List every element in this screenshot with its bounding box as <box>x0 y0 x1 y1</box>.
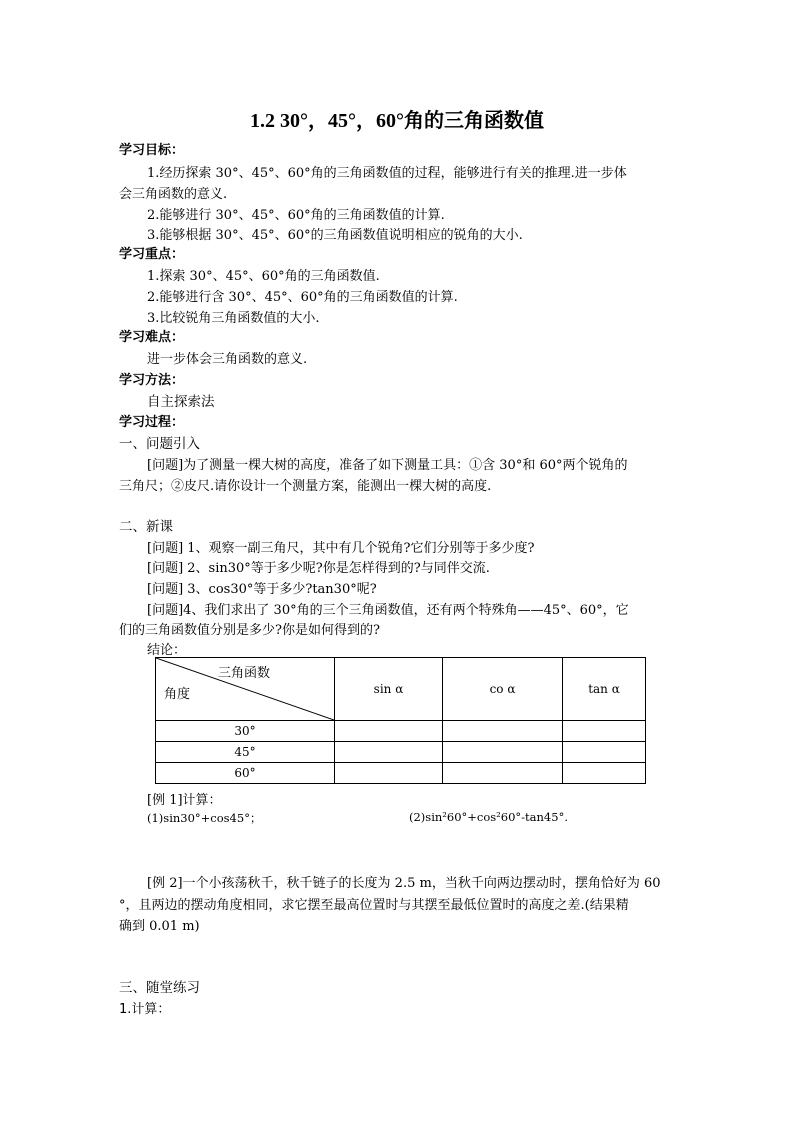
method-text: 自主探索法 <box>147 394 215 410</box>
goal-item-2: 2.能够进行 30°、45°、60°角的三角函数值的计算. <box>147 208 445 223</box>
cell-sin-30 <box>335 721 443 742</box>
difficulty-text: 进一步体会三角函数的意义. <box>147 352 308 367</box>
example-2-line-3: 确到 0.01 m) <box>119 919 200 934</box>
header-sin: sin α <box>335 658 443 721</box>
row-angle-45: 45° <box>156 742 335 763</box>
header-angle: 角度 <box>164 687 191 702</box>
question-3: [问题] 3、cos30°等于多少?tan30°呢? <box>147 582 377 597</box>
example-1-part-1: (1)sin30°+cos45°； <box>147 811 262 825</box>
trig-values-table <box>155 657 646 784</box>
header-tan: tan α <box>563 658 646 721</box>
conclusion-label: 结论： <box>147 643 187 658</box>
goal-item-1-line-1: 1.经历探索 30°、45°、60°角的三角函数值的过程，能够进行有关的推理.进一步体 <box>147 166 627 181</box>
question-2: [问题] 2、sin30°等于多少呢?你是怎样得到的?与同伴交流. <box>147 561 490 576</box>
table-row <box>156 721 646 742</box>
question-1: [问题] 1、观察一副三角尺，其中有几个锐角?它们分别等于多少度? <box>147 541 535 556</box>
header-cos: co α <box>443 658 563 721</box>
question-4-line-2: 们的三角函数值分别是多少?你是如何得到的? <box>119 623 380 638</box>
process-heading: 学习过程： <box>119 415 185 430</box>
row-angle-60: 60° <box>156 763 335 784</box>
example-2-line-1: [例 2]一个小孩荡秋千，秋千链子的长度为 2.5 m，当秋千向两边摆动时，摆角恰好为 60 <box>147 876 661 891</box>
cell-tan-60 <box>563 763 646 784</box>
cell-cos-30 <box>443 721 563 742</box>
difficulty-heading: 学习难点： <box>119 330 185 345</box>
row-angle-30: 30° <box>156 721 335 742</box>
cell-cos-60 <box>443 763 563 784</box>
table-row <box>156 763 646 784</box>
focus-item-3: 3.比较锐角三角函数值的大小. <box>147 311 320 326</box>
cell-tan-45 <box>563 742 646 763</box>
cell-sin-60 <box>335 763 443 784</box>
table-header-row <box>156 658 646 721</box>
goal-item-1-line-2: 会三角函数的意义. <box>119 187 228 202</box>
example-2-line-2: °，且两边的摆动角度相同，求它摆至最高位置时与其摆至最低位置时的高度之差.(结果精 <box>119 898 629 913</box>
example-1-label: [例 1]计算： <box>147 793 222 808</box>
diagonal-header-cell <box>156 658 335 721</box>
cell-sin-45 <box>335 742 443 763</box>
cell-cos-45 <box>443 742 563 763</box>
focus-item-2: 2.能够进行含 30°、45°、60°角的三角函数值的计算. <box>147 290 458 305</box>
question-4-line-1: [问题]4、我们求出了 30°角的三个三角函数值，还有两个特殊角——45°、60°，它 <box>147 603 629 618</box>
table-row <box>156 742 646 763</box>
page-title: 1.2 30°，45°，60°角的三角函数值 <box>250 110 544 132</box>
section-1-line-1: [问题]为了测量一棵大树的高度，准备了如下测量工具：①含 30°和 60°两个锐角的 <box>147 458 628 473</box>
practice-item-1: 1.计算： <box>119 1002 171 1017</box>
section-1-line-2: 三角尺；②皮尺.请你设计一个测量方案，能测出一棵大树的高度. <box>119 479 492 494</box>
cell-tan-30 <box>563 721 646 742</box>
section-3-title: 三、随堂练习 <box>119 980 200 996</box>
section-2-title: 二、新课 <box>119 519 173 535</box>
method-heading: 学习方法： <box>119 373 185 388</box>
section-1-title: 一、问题引入 <box>119 436 200 452</box>
goal-item-3: 3.能够根据 30°、45°、60°的三角函数值说明相应的锐角的大小. <box>147 228 523 243</box>
example-1-part-2: (2)sin²60°+cos²60°-tan45°. <box>409 810 568 824</box>
header-trig-function: 三角函数 <box>218 666 271 681</box>
focus-item-1: 1.探索 30°、45°、60°角的三角函数值. <box>147 269 380 284</box>
focus-heading: 学习重点： <box>119 247 185 262</box>
goals-heading: 学习目标： <box>119 143 185 158</box>
